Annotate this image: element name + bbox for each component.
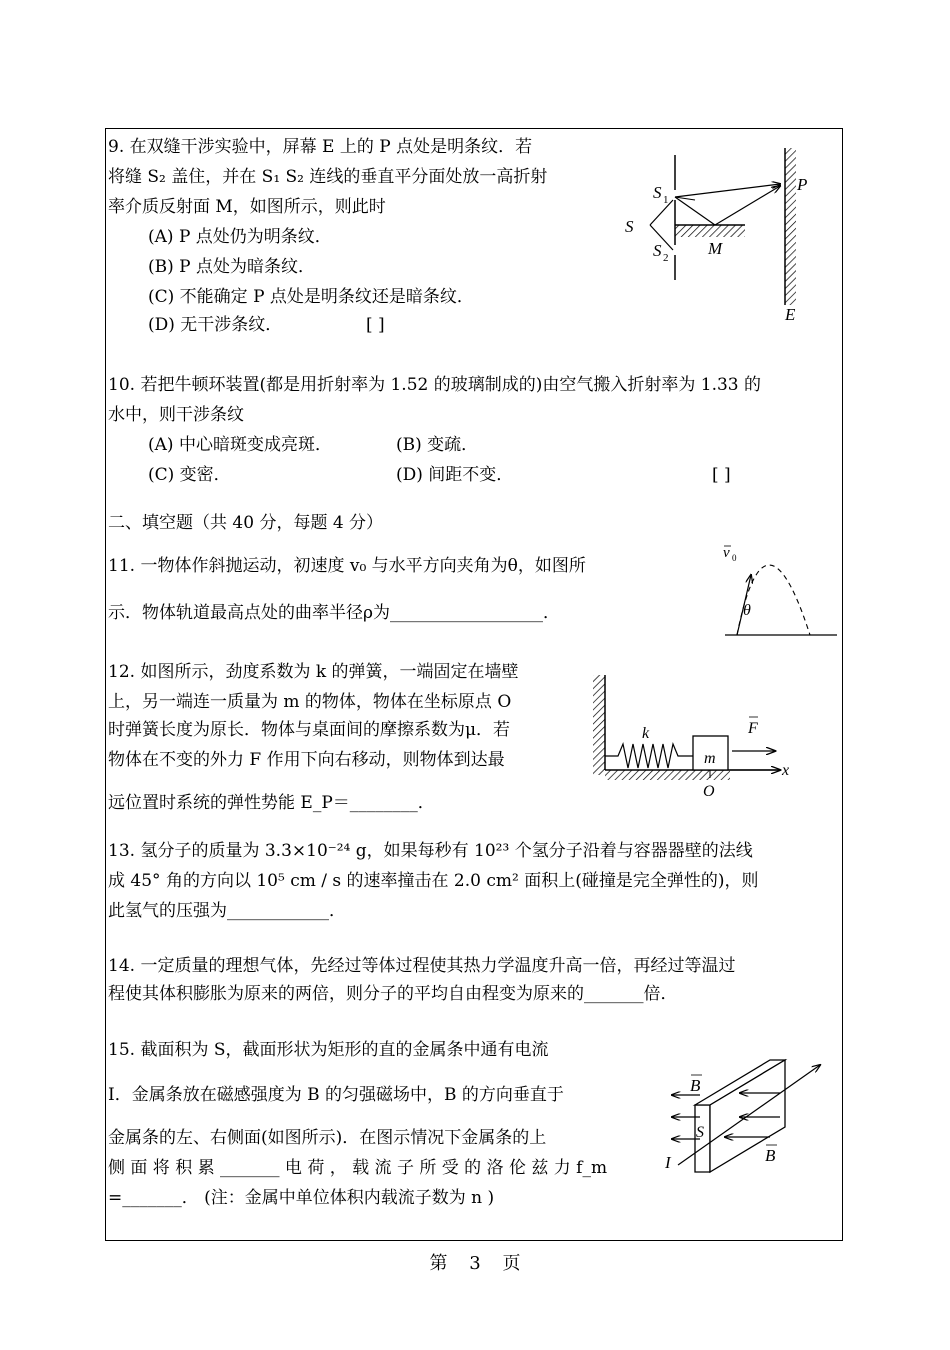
q9-fig-label-s1-sub: 1 bbox=[663, 194, 669, 206]
q12-fig-label-o: O bbox=[703, 783, 715, 800]
q12-line4: 物体在不变的外力 F 作用下向右移动，则物体到达最 bbox=[108, 750, 505, 770]
page-footer-prefix: 第 bbox=[429, 1253, 448, 1274]
q10-line2: 水中，则干涉条纹 bbox=[108, 405, 244, 425]
section-title-fill-in: 二、填空题（共 40 分，每题 4 分） bbox=[108, 513, 384, 533]
q9-option-c: (C) 不能确定 P 点处是明条纹还是暗条纹． bbox=[148, 287, 474, 307]
q15-line3: 金属条的左、右侧面(如图所示)．在图示情况下金属条的上 bbox=[108, 1128, 547, 1148]
q10-option-d: (D) 间距不变． bbox=[396, 465, 514, 485]
q12-spring-figure bbox=[590, 670, 800, 805]
q10-option-a: (A) 中心暗斑变成亮斑． bbox=[148, 435, 332, 455]
q9-answer-bracket: [ ] bbox=[366, 315, 385, 335]
q9-option-d: (D) 无干涉条纹． bbox=[148, 315, 283, 335]
page-footer-suffix: 页 bbox=[502, 1253, 521, 1274]
q15-fig-label-b2: B bbox=[765, 1146, 776, 1165]
q9-double-slit-figure bbox=[615, 140, 815, 325]
q9-fig-label-m: M bbox=[708, 239, 723, 258]
q15-line2: I．金属条放在磁感强度为 B 的匀强磁场中，B 的方向垂直于 bbox=[108, 1085, 564, 1105]
q14-line2: 程使其体积膨胀为原来的两倍，则分子的平均自由程变为原来的_______倍． bbox=[108, 984, 678, 1004]
q9-fig-label-s2-sub: 2 bbox=[663, 252, 669, 264]
q13-line1: 13. 氢分子的质量为 3.3×10⁻²⁴ g，如果每秒有 10²³ 个氢分子沿着与容器器壁的法线 bbox=[108, 841, 753, 861]
page-footer bbox=[0, 1249, 950, 1275]
q15-line1: 15. 截面积为 S，截面形状为矩形的直的金属条中通有电流 bbox=[108, 1040, 549, 1060]
q11-fig-label-v-sub: 0 bbox=[732, 553, 737, 563]
q10-line1: 10. 若把牛顿环装置(都是用折射率为 1.52 的玻璃制成的)由空气搬入折射率为 1.33 的 bbox=[108, 375, 762, 395]
q15-fig-label-b1: B bbox=[690, 1076, 701, 1095]
q11-projectile-figure bbox=[715, 525, 845, 640]
q15-metal-strip-figure bbox=[660, 1055, 840, 1180]
q12-fig-label-f: F bbox=[748, 720, 758, 737]
q10-option-c: (C) 变密． bbox=[148, 465, 231, 485]
q15-line4: 侧 面 将 积 累 _______ 电 荷 ， 载 流 子 所 受 的 洛 伦 兹 力 f_m bbox=[108, 1158, 608, 1178]
q15-fig-label-s: S bbox=[696, 1124, 704, 1141]
q11-fig-label-theta: θ bbox=[743, 602, 751, 619]
q12-line1: 12. 如图所示，劲度系数为 k 的弹簧，一端固定在墙壁 bbox=[108, 662, 519, 682]
q12-line3: 时弹簧长度为原长．物体与桌面间的摩擦系数为μ．若 bbox=[108, 720, 511, 740]
q13-line3: 此氢气的压强为____________． bbox=[108, 901, 346, 921]
q9-line3: 率介质反射面 M，如图所示，则此时 bbox=[108, 197, 386, 217]
q13-line2: 成 45° 角的方向以 10⁵ cm / s 的速率撞击在 2.0 cm² 面积上(碰撞是完全弹性的)，则 bbox=[108, 871, 759, 891]
q10-option-b: (B) 变疏． bbox=[396, 435, 479, 455]
page-number: 3 bbox=[469, 1253, 481, 1274]
q9-line1: 9. 在双缝干涉实验中，屏幕 E 上的 P 点处是明条纹．若 bbox=[108, 137, 533, 157]
q12-fig-label-x: x bbox=[782, 762, 790, 779]
q9-fig-label-s: S bbox=[625, 217, 634, 236]
q15-fig-label-i: I bbox=[665, 1153, 671, 1172]
q10-answer-bracket: [ ] bbox=[712, 465, 731, 485]
q15-line5: =_______． (注：金属中单位体积内载流子数为 n ) bbox=[108, 1188, 495, 1208]
q9-option-b: (B) P 点处为暗条纹． bbox=[148, 257, 316, 277]
q9-option-a: (A) P 点处仍为明条纹． bbox=[148, 227, 332, 247]
q11-fig-label-v: v bbox=[723, 545, 730, 561]
q12-line2: 上，另一端连一质量为 m 的物体，物体在坐标原点 O bbox=[108, 692, 512, 712]
q9-line2: 将缝 S₂ 盖住，并在 S₁ S₂ 连线的垂直平分面处放一高折射 bbox=[108, 167, 548, 187]
q12-fig-label-m: m bbox=[704, 750, 716, 767]
q14-line1: 14. 一定质量的理想气体，先经过等体过程使其热力学温度升高一倍，再经过等温过 bbox=[108, 956, 736, 976]
q11-line1: 11. 一物体作斜抛运动，初速度 v₀ 与水平方向夹角为θ，如图所 bbox=[108, 556, 586, 576]
q12-line5: 远位置时系统的弹性势能 E_P＝________． bbox=[108, 793, 435, 813]
q11-line2: 示．物体轨道最高点处的曲率半径ρ为__________________． bbox=[108, 603, 560, 623]
q9-fig-label-s2: S bbox=[653, 241, 662, 260]
q12-fig-label-k: k bbox=[642, 725, 650, 742]
q9-fig-label-s1: S bbox=[653, 183, 662, 202]
q9-fig-label-p: P bbox=[797, 175, 808, 194]
q9-fig-label-e: E bbox=[785, 305, 796, 324]
